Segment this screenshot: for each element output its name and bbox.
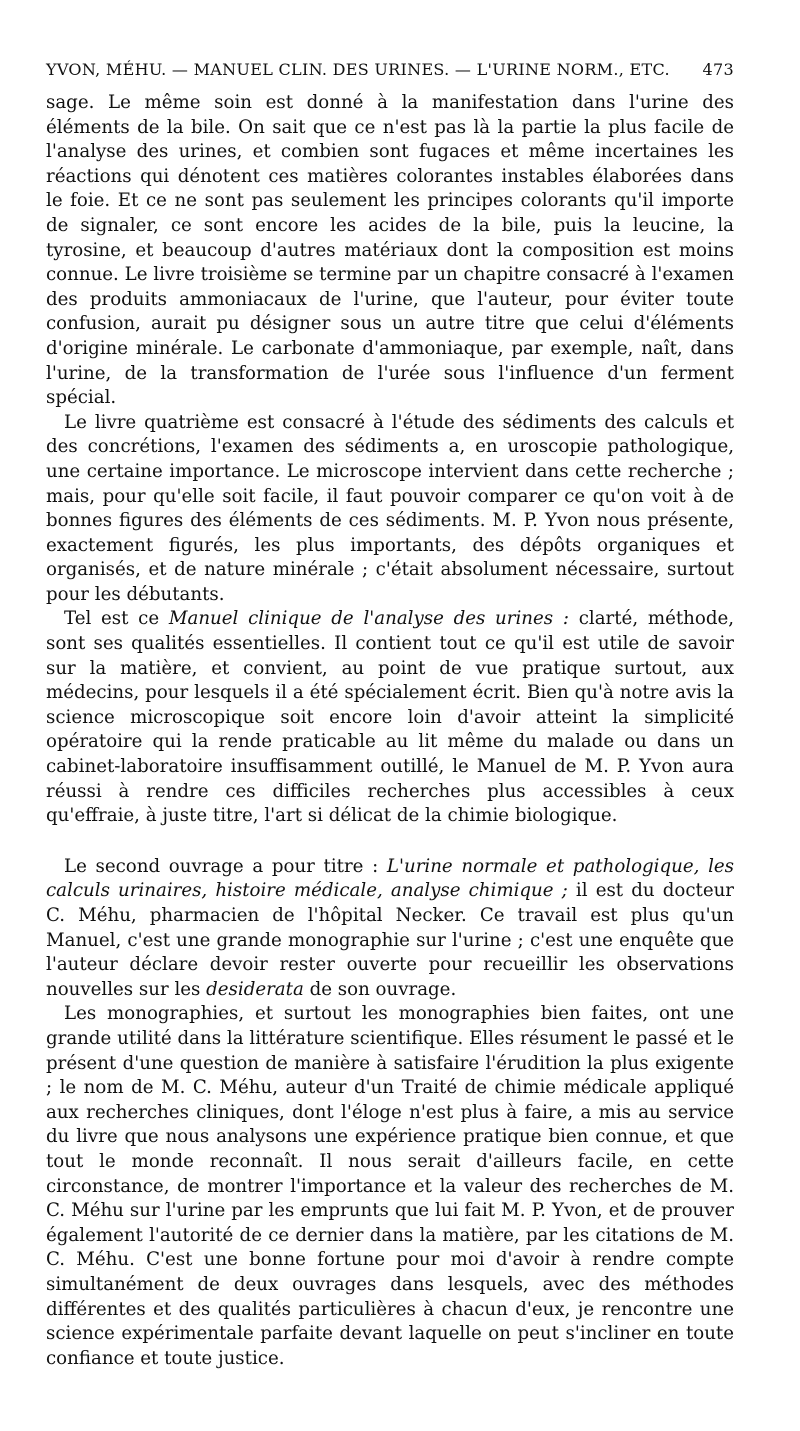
paragraph-livre-quatrieme: Le livre quatrième est consacré à l'étude des sédiments des calculs et des concrétions, l'examen des sédiments a, en uroscopie pathologique, une certaine importance. Le microscope intervient dans cette recherche ; mais, pour qu'elle soit facile, il faut pouvoir comparer ce qu'on voit à de bonnes figures des éléments de ces sédiments. M. P. Yvon nous présente, exactement figurés, les plus importants, des dépôts organiques et organisés, et de nature minérale ; c'était absolument nécessaire, surtout pour les débutants. — [46, 411, 734, 605]
running-head — [46, 60, 734, 80]
italic-term: desiderata — [206, 978, 304, 1000]
paragraph-continuation: sage. Le même soin est donné à la manifestation dans l'urine des éléments de la bile. On sait que ce n'est pas là la partie la plus facile de l'analyse des urines, et combien sont fugaces et même incertaines les réactions qui dénotent ces matières colorantes instables élaborées dans le foie. Et ce ne sont pas seulement les principes colorants qu'il importe de signaler, ce sont encore les acides de la bile, puis la leucine, la tyrosine, et beaucoup d'autres matériaux dont la composition est moins connue. Le livre troisième se termine par un chapitre consacré à l'examen des produits ammoniacaux de l'urine, que l'auteur, pour éviter toute confusion, aurait pu désigner sous un autre titre que celui d'éléments d'origine minérale. Le carbonate d'ammoniaque, par exemple, naît, dans l'urine, de la transformation de l'urée sous l'influence d'un ferment spécial. — [46, 92, 734, 409]
paragraph-second-ouvrage — [46, 855, 734, 1003]
text-run: clarté, méthode, sont ses qualités essentielles. Il contient tout ce qu'il est utile de savoir sur la matière, et convient, au point de vue pratique surtout, aux médecins, pour lesquels il a été spécialement écrit. Bien qu'à notre avis la science microscopique soit encore loin d'avoir atteint la simplicité opératoire qui la rende praticable au lit même du malade ou dans un cabinet-laboratoire insuffisamment outillé, le Manuel de M. P. Yvon aura réussi à rendre ces difficiles recherches plus accessibles à ceux qu'effraie, à juste titre, l'art si délicat de la chimie biologique. — [46, 608, 735, 827]
section-gap — [46, 829, 734, 855]
text-run: de son ouvrage. — [303, 978, 457, 1000]
paragraph-manuel-clinique — [46, 607, 734, 828]
text-run: il est du docteur C. Méhu, pharmacien de l'hôpital Necker. Ce travail est plus qu'un Manuel, c'est une grande monographie sur l'urine ; c'est une enquête que l'auteur déclare devoir rester ouverte pour recueillir les observations nouvelles sur les — [46, 880, 734, 1000]
paragraph-monographies: Les monographies, et surtout les monographies bien faites, ont une grande utilité dans la littérature scientifique. Elles résument le passé et le présent d'une question de manière à satisfaire l'érudition la plus exigente ; le nom de M. C. Méhu, auteur d'un Traité de chimie médicale appliqué aux recherches cliniques, dont l'éloge n'est plus à faire, a mis au service du livre que nous analysons une expérience pratique bien connue, et que tout le monde reconnaît. Il nous serait d'ailleurs facile, en cette circonstance, de montrer l'importance et la valeur des recherches de M. C. Méhu sur l'urine par les emprunts que lui fait M. P. Yvon, et de prouver également l'autorité de ce dernier dans la matière, par les citations de M. C. Méhu. C'est une bonne fortune pour moi d'avoir à rendre compte simultanément de deux ouvrages dans lesquels, avec des méthodes différentes et des qualités particulières à chacun d'eux, je rencontre une science expérimentale parfaite devant laquelle on peut s'incliner en toute confiance et toute justice. — [46, 1003, 734, 1369]
body-text — [46, 91, 734, 1371]
text-run: Le second ouvrage a pour titre : — [64, 855, 387, 877]
book-title: Manuel clinique de l'analyse des urines : — [168, 608, 569, 630]
page-number: 473 — [702, 60, 734, 79]
book-title: L'urine normale et pathologique, les calculs urinaires, histoire médicale, analyse chimique ; — [46, 855, 734, 902]
running-title: YVON, MÉHU. — MANUEL CLIN. DES URINES. — L'URINE NORM., ETC. — [46, 60, 670, 79]
text-run: Tel est ce — [64, 608, 169, 630]
